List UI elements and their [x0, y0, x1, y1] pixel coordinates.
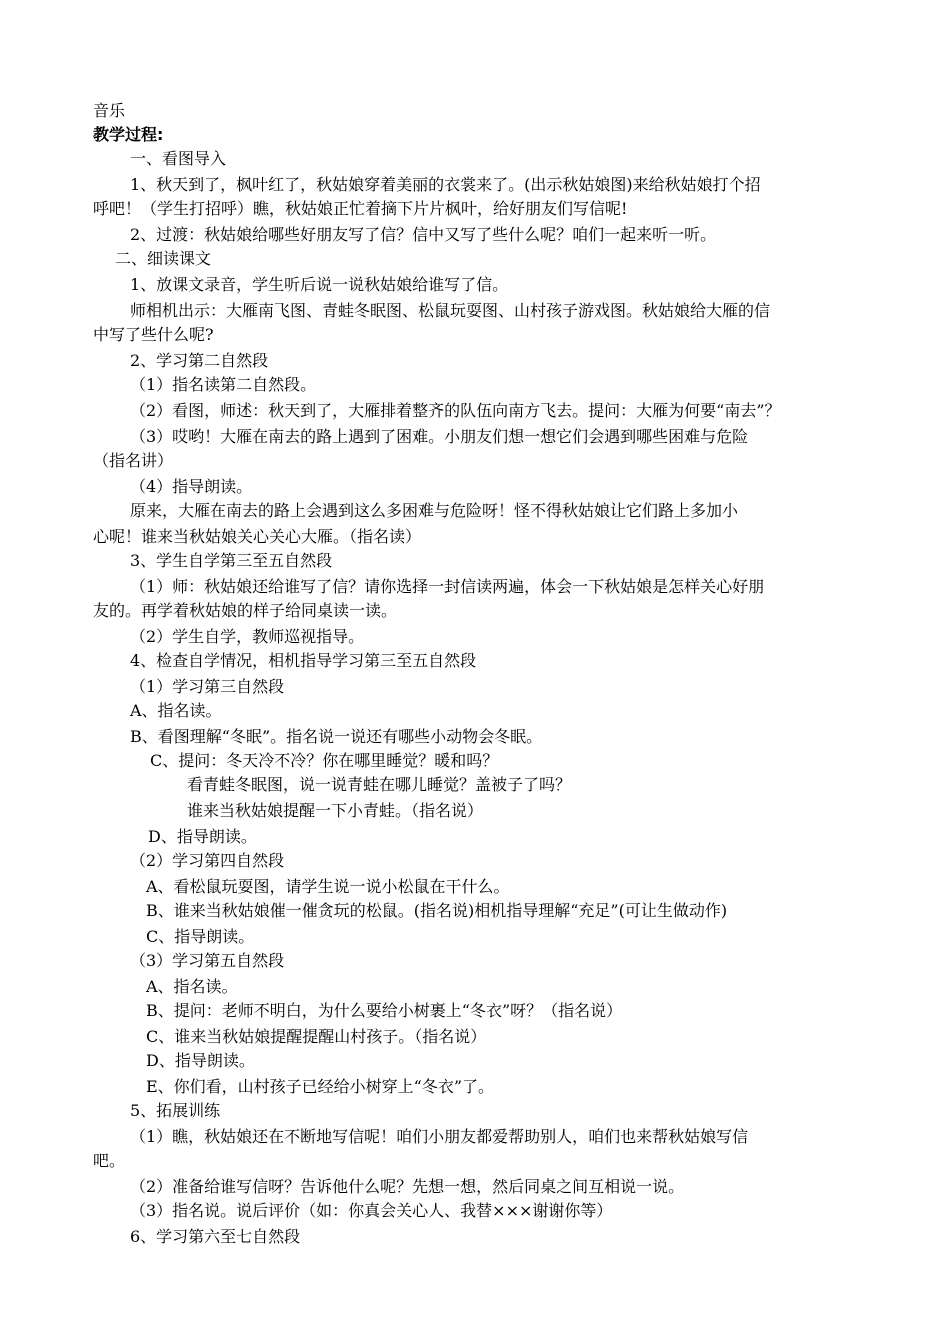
paragraph-line: （1）学习第三自然段: [130, 677, 285, 696]
subsection-title: 2、学习第二自然段: [130, 351, 269, 370]
paragraph-line: D、指导朗读。: [148, 827, 257, 846]
paragraph-line: 2、过渡：秋姑娘给哪些好朋友写了信？信中又写了些什么呢？咱们一起来听一听。: [130, 225, 717, 244]
section-heading: 教学过程:: [93, 125, 164, 144]
paragraph-line: （2）学生自学，教师巡视指导。: [130, 627, 365, 646]
subsection-title: 3、学生自学第三至五自然段: [130, 551, 333, 570]
paragraph-line: 友的。再学着秋姑娘的样子给同桌读一读。: [93, 601, 398, 620]
paragraph-line: （1）瞧，秋姑娘还在不断地写信呢！咱们小朋友都爱帮助别人，咱们也来帮秋姑娘写信: [130, 1127, 749, 1146]
paragraph-line: 谁来当秋姑娘提醒一下小青蛙。（指名说）: [187, 801, 484, 820]
paragraph-line: D、指导朗读。: [146, 1051, 255, 1070]
paragraph-line: B、谁来当秋姑娘催一催贪玩的松鼠。(指名说)相机指导理解“充足”(可让生做动作): [146, 901, 728, 920]
paragraph-line: 原来，大雁在南去的路上会遇到这么多困难与危险呀！怪不得秋姑娘让它们路上多加小: [130, 501, 739, 520]
paragraph-line: 心呢！谁来当秋姑娘关心关心大雁。（指名读）: [93, 527, 422, 546]
section-title: 一、看图导入: [130, 149, 227, 168]
paragraph-line: （1）指名读第二自然段。: [130, 375, 317, 394]
paragraph-line: B、看图理解“冬眠”。指名说一说还有哪些小动物会冬眠。: [130, 727, 543, 746]
paragraph-line: B、提问：老师不明白，为什么要给小树裹上“冬衣”呀？（指名说）: [146, 1001, 623, 1020]
paragraph-line: 呼吧！（学生打招呼）瞧，秋姑娘正忙着摘下片片枫叶，给好朋友们写信呢!: [93, 199, 628, 218]
paragraph-line: （1）师：秋姑娘还给谁写了信？请你选择一封信读两遍，体会一下秋姑娘是怎样关心好朋: [130, 577, 765, 596]
paragraph-line: 1、秋天到了，枫叶红了，秋姑娘穿着美丽的衣裳来了。(出示秋姑娘图)来给秋姑娘打个招: [130, 175, 761, 194]
subsection-title: 6、学习第六至七自然段: [130, 1227, 301, 1246]
paragraph-line: 师相机出示：大雁南飞图、青蛙冬眠图、松鼠玩耍图、山村孩子游戏图。秋姑娘给大雁的信: [130, 301, 771, 320]
paragraph-line: （3）哎哟！大雁在南去的路上遇到了困难。小朋友们想一想它们会遇到哪些困难与危险: [130, 427, 749, 446]
paragraph-line: E、你们看，山村孩子已经给小树穿上“冬衣”了。: [146, 1077, 495, 1096]
paragraph-line: （4）指导朗读。: [130, 477, 253, 496]
subsection-title: 4、检查自学情况，相机指导学习第三至五自然段: [130, 651, 477, 670]
paragraph-line: （2）看图，师述：秋天到了，大雁排着整齐的队伍向南方飞去。提问：大雁为何要“南去”？: [130, 401, 781, 420]
paragraph-line: （指名讲）: [93, 451, 174, 470]
paragraph-line: 看青蛙冬眠图，说一说青蛙在哪儿睡觉？盖被子了吗？: [187, 775, 572, 794]
subsection-title: 5、拓展训练: [130, 1101, 221, 1120]
paragraph-line: A、指名读。: [146, 977, 238, 996]
subject-line: 音乐: [93, 101, 126, 120]
paragraph-line: 中写了些什么呢?: [93, 325, 214, 344]
paragraph-line: （3）指名说。说后评价（如：你真会关心人、我替×××谢谢你等）: [130, 1201, 613, 1220]
paragraph-line: A、看松鼠玩耍图，请学生说一说小松鼠在干什么。: [146, 877, 510, 896]
paragraph-line: 1、放课文录音，学生听后说一说秋姑娘给谁写了信。: [130, 275, 509, 294]
paragraph-line: C、谁来当秋姑娘提醒提醒山村孩子。（指名说）: [146, 1027, 487, 1046]
section-title: 二、细读课文: [115, 249, 212, 268]
paragraph-line: （2）准备给谁写信呀？告诉他什么呢？先想一想，然后同桌之间互相说一说。: [130, 1177, 685, 1196]
paragraph-line: （3）学习第五自然段: [130, 951, 285, 970]
paragraph-line: C、提问：冬天冷不冷？你在哪里睡觉？暖和吗？: [150, 751, 499, 770]
paragraph-line: A、指名读。: [130, 701, 222, 720]
paragraph-line: 吧。: [93, 1151, 126, 1170]
paragraph-line: C、指导朗读。: [146, 927, 255, 946]
paragraph-line: （2）学习第四自然段: [130, 851, 285, 870]
